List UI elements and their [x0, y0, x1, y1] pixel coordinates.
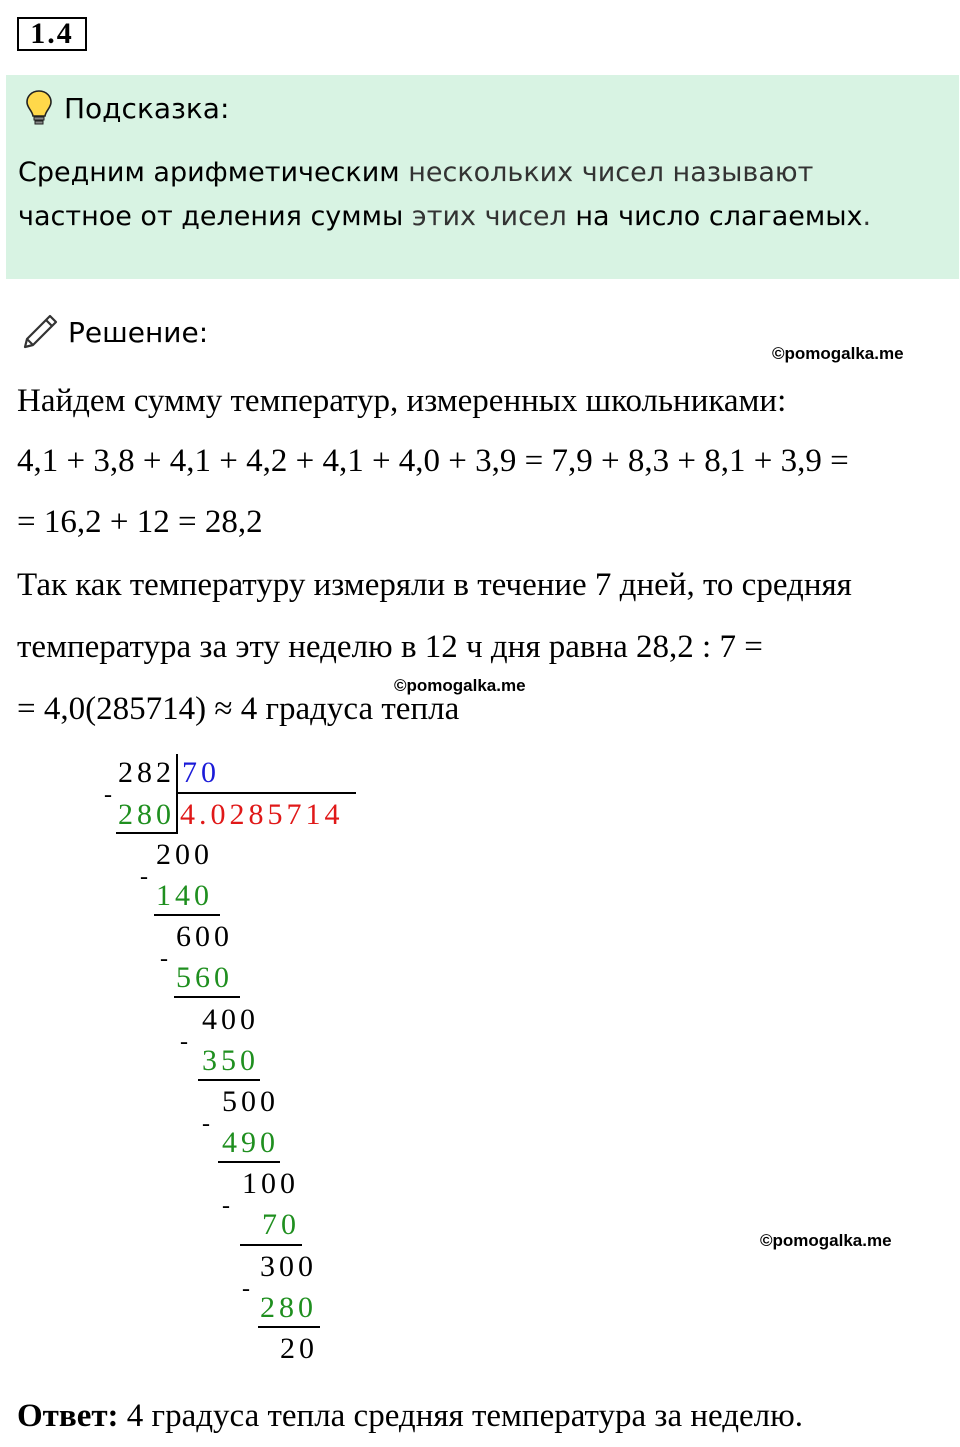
- answer-label: Ответ:: [17, 1398, 119, 1434]
- division-line: [116, 832, 178, 834]
- division-line: [154, 914, 220, 916]
- division-row: 400: [202, 1003, 259, 1036]
- division-line: [258, 1326, 320, 1328]
- hint-text: [18, 151, 948, 239]
- task-number: 1.4: [17, 17, 87, 51]
- minus-sign: -: [140, 864, 148, 890]
- watermark: ©pomogalka.me: [760, 1231, 892, 1250]
- minus-sign: -: [202, 1111, 210, 1137]
- hint-title: Подсказка:: [64, 91, 230, 125]
- division-row: 280: [118, 798, 175, 831]
- division-row: 280: [260, 1291, 317, 1324]
- solution-header: [20, 312, 208, 352]
- division-row: 500: [222, 1085, 279, 1118]
- hint-text-part: .: [862, 201, 872, 232]
- division-row: 140: [156, 879, 213, 912]
- division-bar: [176, 754, 178, 834]
- solution-line-4: Так как температуру измеряли в течение 7 дней, то средняя: [17, 567, 852, 603]
- answer: [17, 1398, 803, 1435]
- quotient: 4.0285714: [180, 798, 344, 831]
- minus-sign: -: [180, 1029, 188, 1055]
- division-row: 560: [176, 961, 233, 994]
- division-line: [198, 1079, 260, 1081]
- hint-term: частное от деления суммы: [18, 201, 404, 232]
- minus-sign: -: [104, 782, 112, 808]
- division-line: [218, 1161, 280, 1163]
- division-row: 350: [202, 1044, 259, 1077]
- hint-header: [24, 89, 229, 127]
- division-remainder: 20: [280, 1332, 318, 1365]
- hint-term: на число слагаемых: [575, 201, 863, 232]
- hint-text-part: этих чисел: [403, 201, 576, 232]
- watermark: ©pomogalka.me: [772, 344, 904, 363]
- dividend: 282: [118, 756, 175, 789]
- pencil-icon: [20, 312, 60, 352]
- minus-sign: -: [222, 1193, 230, 1219]
- division-row: 100: [242, 1167, 299, 1200]
- hint-text-part: нескольких чисел называют: [399, 157, 814, 188]
- hint-term: Средним арифметическим: [18, 157, 400, 188]
- answer-text: 4 градуса тепла средняя температура за неделю.: [118, 1398, 804, 1434]
- division-row: 300: [260, 1250, 317, 1283]
- hint-box: [6, 75, 959, 279]
- lightbulb-icon: [24, 89, 54, 127]
- division-row: 70: [262, 1208, 300, 1241]
- minus-sign: -: [160, 946, 168, 972]
- division-line: [240, 1244, 302, 1246]
- solution-line-2: 4,1 + 3,8 + 4,1 + 4,2 + 4,1 + 4,0 + 3,9 = 7,9 + 8,3 + 8,1 + 3,9 =: [17, 443, 849, 479]
- division-line: [174, 996, 240, 998]
- minus-sign: -: [242, 1276, 250, 1302]
- divisor: 70: [182, 756, 220, 789]
- solution-line-6: = 4,0(285714) ≈ 4 градуса тепла: [17, 691, 460, 727]
- division-row: 490: [222, 1126, 279, 1159]
- division-row: 600: [176, 920, 233, 953]
- divisor-line: [176, 792, 356, 794]
- solution-title: Решение:: [68, 315, 209, 349]
- watermark: ©pomogalka.me: [394, 676, 526, 695]
- solution-line-5: температура за эту неделю в 12 ч дня равна 28,2 : 7 =: [17, 629, 763, 665]
- division-row: 200: [156, 838, 213, 871]
- solution-line-3: = 16,2 + 12 = 28,2: [17, 504, 263, 540]
- solution-line-1: Найдем сумму температур, измеренных школьниками:: [17, 383, 787, 419]
